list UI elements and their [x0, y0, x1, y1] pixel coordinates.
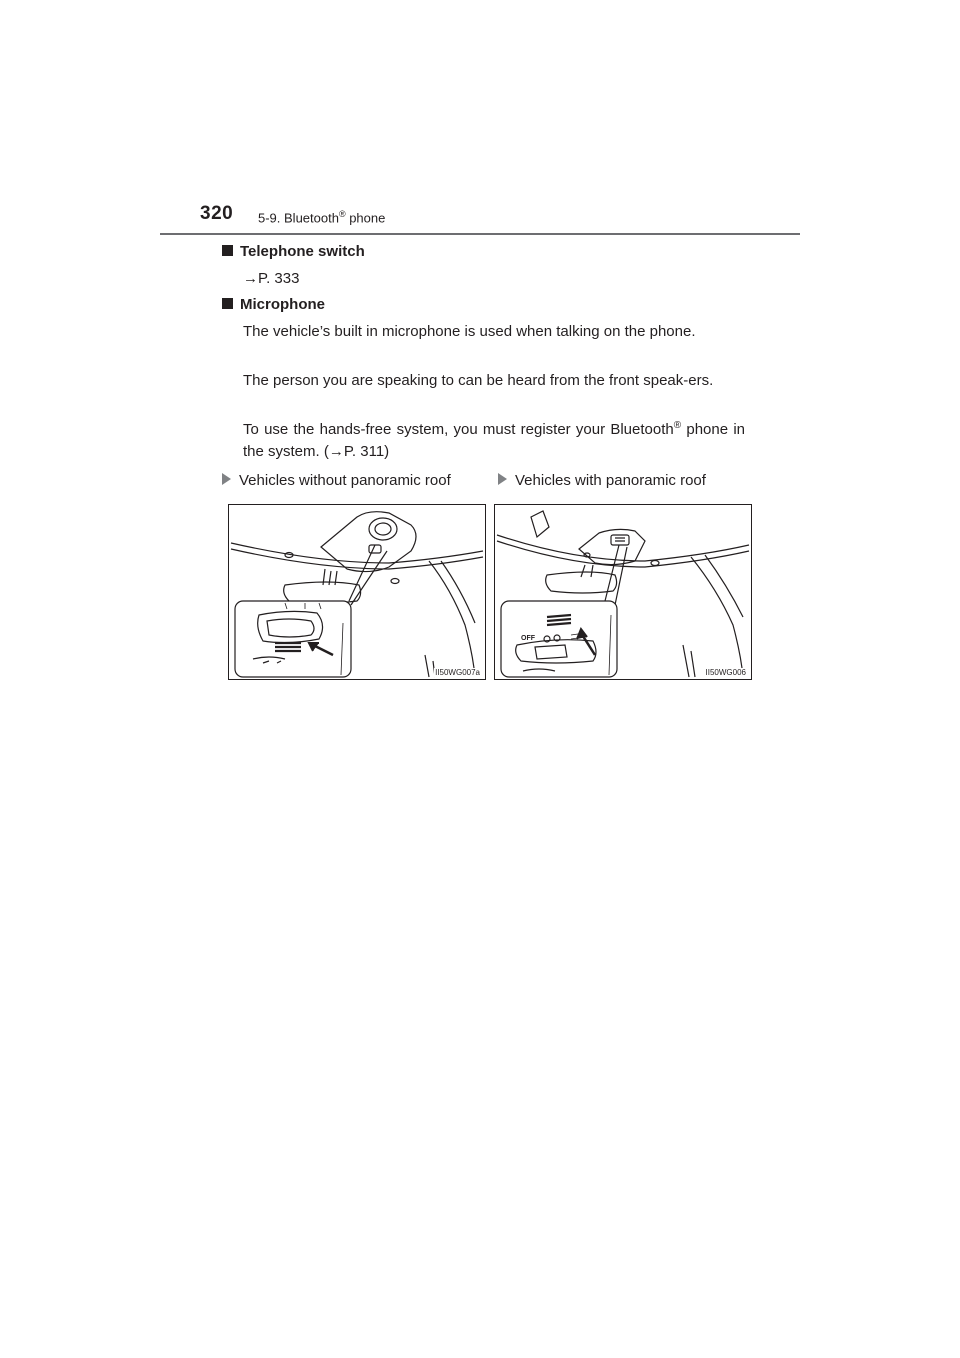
triangle-bullet-icon: [222, 473, 231, 485]
heading-telephone-switch: [222, 243, 365, 260]
heading-text: Telephone switch: [240, 243, 365, 260]
page-number: 320: [200, 203, 234, 224]
figure-code: II50WG006: [705, 668, 746, 677]
square-bullet-icon: [222, 245, 233, 256]
overhead-console-illustration: [229, 505, 485, 679]
microphone-para-3: [243, 419, 745, 463]
page-ref-text: P. 333: [258, 270, 300, 287]
registered-mark: ®: [673, 420, 682, 431]
registered-mark: ®: [338, 209, 346, 219]
heading-text: Microphone: [240, 296, 325, 313]
triangle-bullet-icon: [498, 473, 507, 485]
section-suffix: phone: [345, 210, 386, 226]
overhead-console-illustration: [495, 505, 751, 679]
telephone-switch-ref[interactable]: [243, 270, 299, 287]
microphone-para-1: The vehicle’s built in microphone is used when talking on the phone.: [243, 323, 696, 340]
caption-text: Vehicles without panoramic roof: [239, 472, 451, 489]
figure-code: II50WG007a: [435, 668, 480, 677]
header-rule: [160, 233, 800, 235]
arrow-right-icon: →: [243, 270, 258, 287]
arrow-right-icon: →: [328, 443, 344, 460]
para3-text-b: phone in the system. (: [243, 421, 745, 460]
figure-without-roof: [228, 504, 486, 680]
caption-text: Vehicles with panoramic roof: [515, 472, 706, 489]
page-ref-text[interactable]: P. 311): [343, 443, 390, 460]
section-name: 5-9. Bluetooth: [258, 210, 339, 226]
section-title: [258, 209, 385, 225]
caption-with-roof: [498, 472, 706, 489]
caption-without-roof: [222, 472, 451, 489]
microphone-para-2: The person you are speaking to can be heard from the front speak-ers.: [243, 372, 714, 389]
svg-text:OFF: OFF: [521, 635, 535, 642]
figure-with-roof: [494, 504, 752, 680]
para3-text-a: To use the hands-free system, you must register your Bluetooth: [243, 421, 674, 438]
heading-microphone: [222, 296, 325, 313]
square-bullet-icon: [222, 298, 233, 309]
